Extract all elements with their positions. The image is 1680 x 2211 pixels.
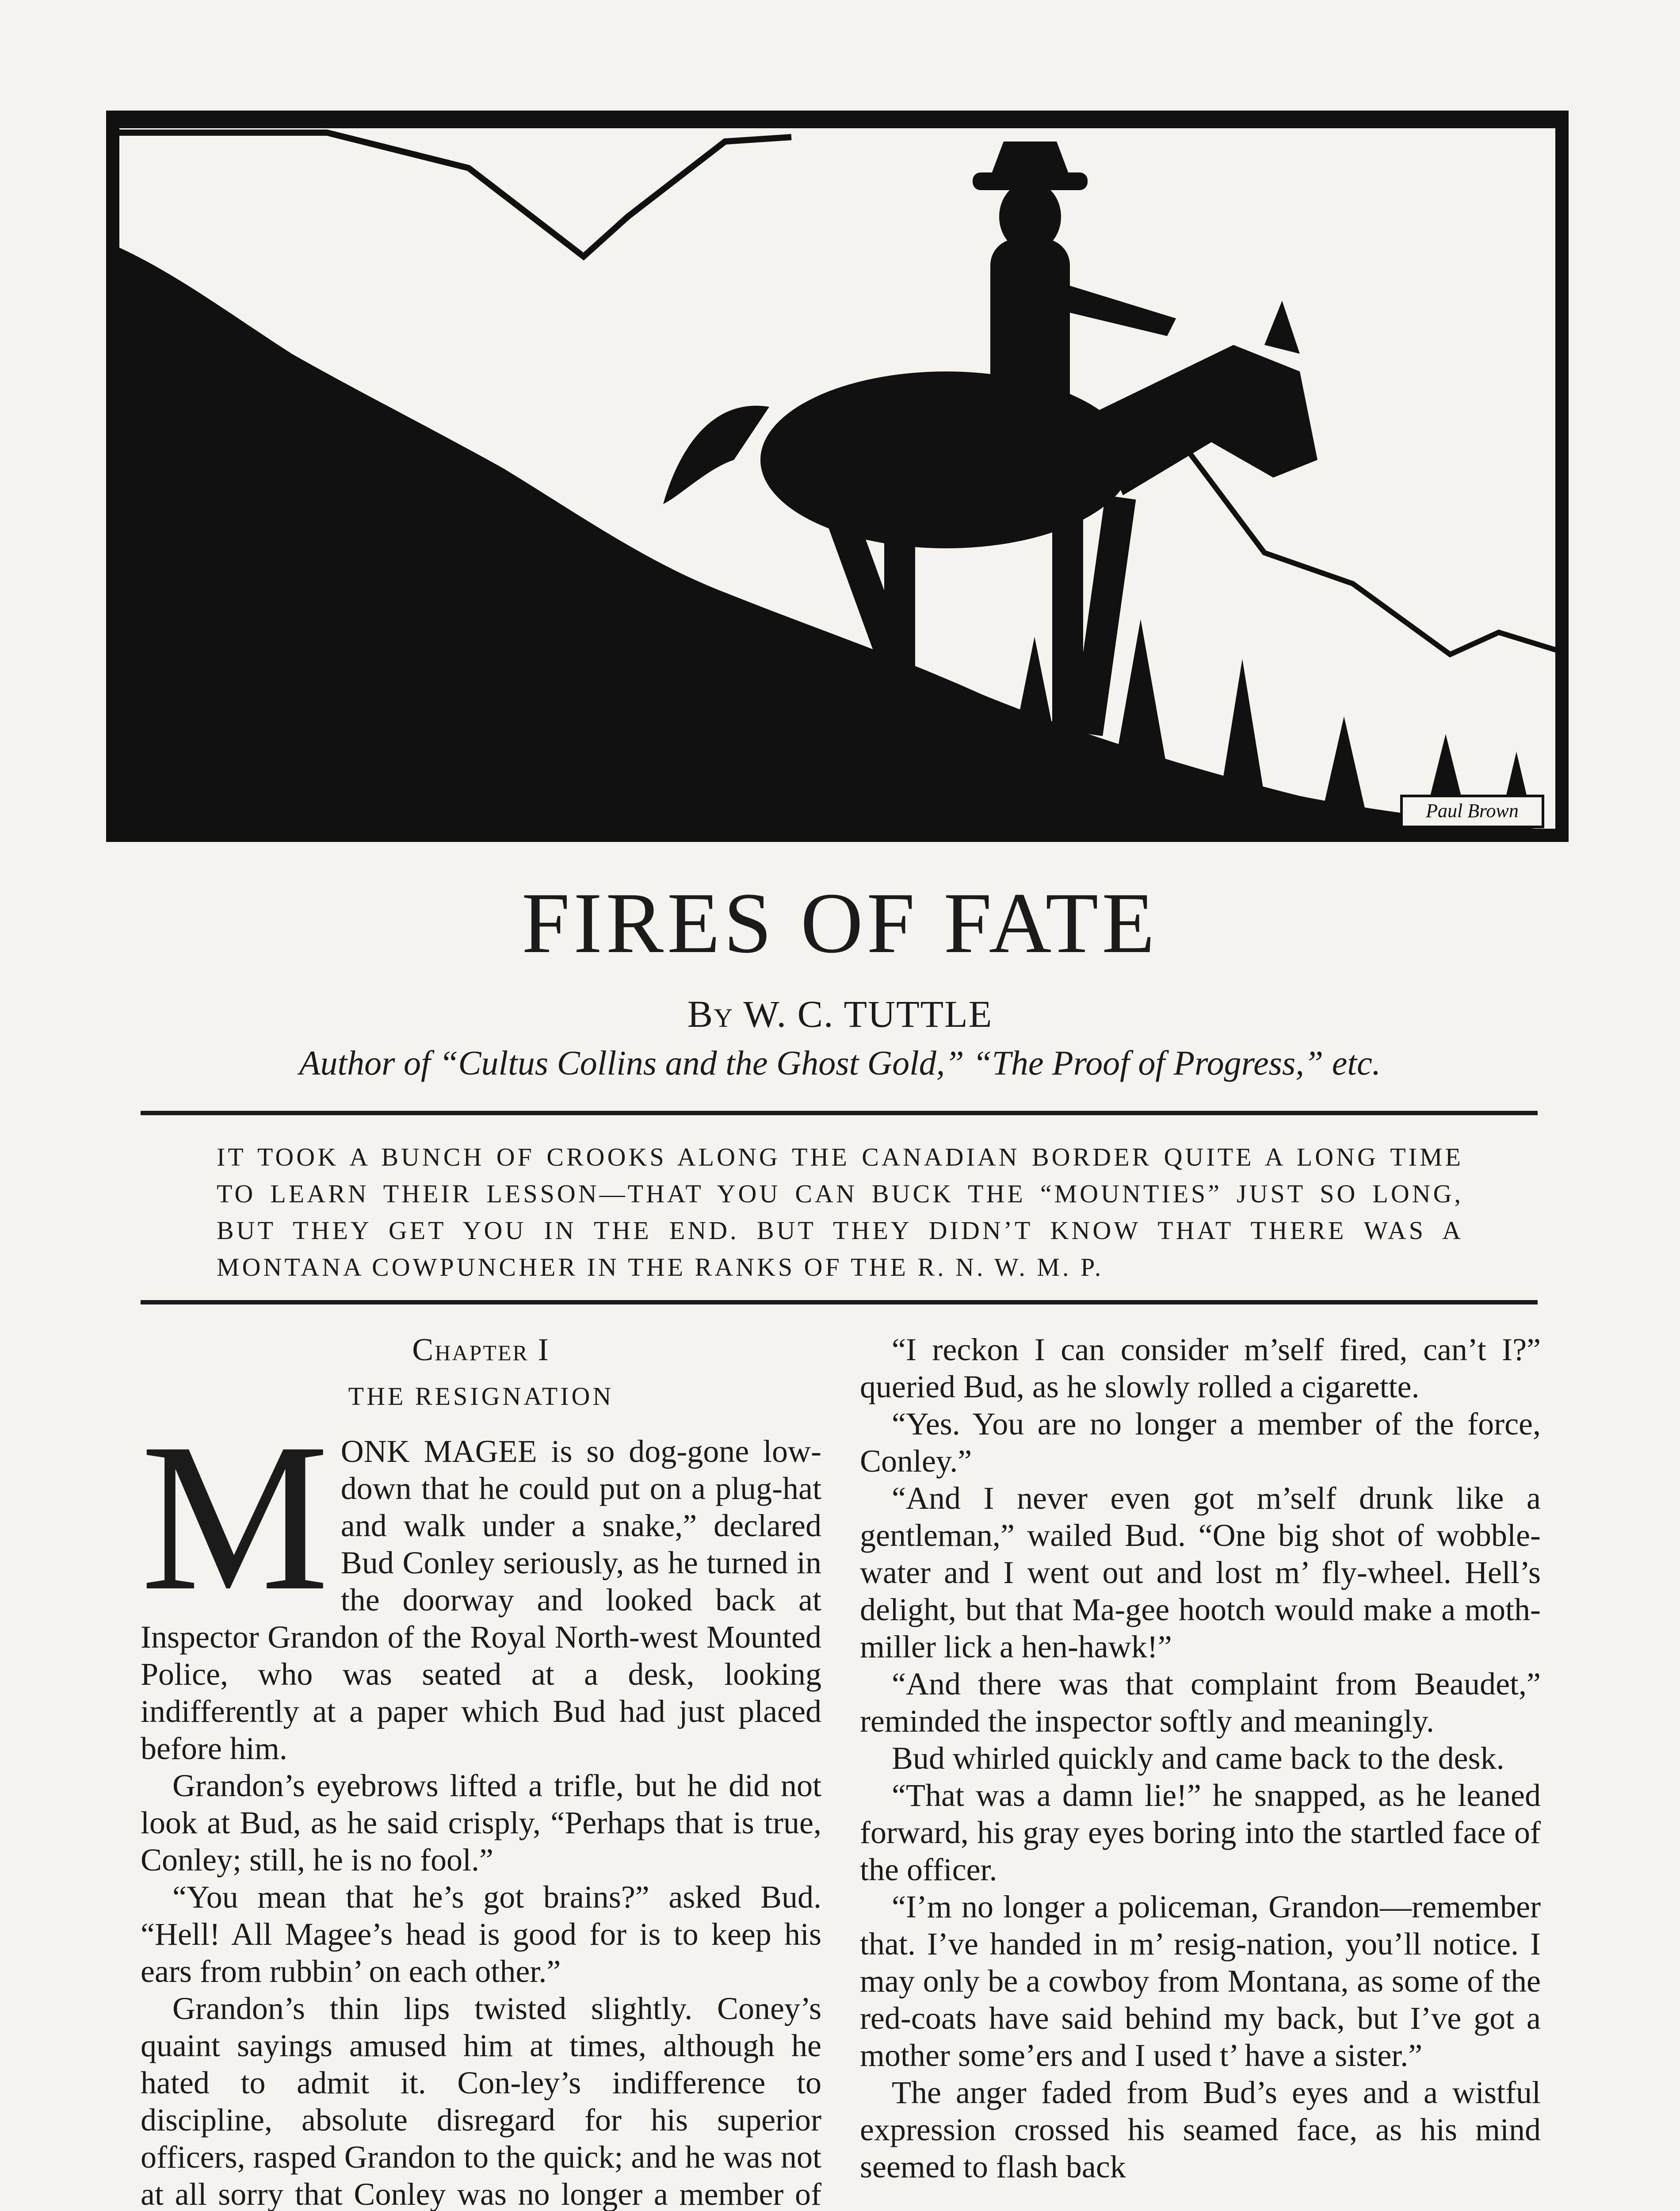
author-name: W. C. TUTTLE bbox=[743, 993, 993, 1035]
chapter-label: Chapter I bbox=[412, 1332, 550, 1367]
paragraph: Grandon’s thin lips twisted slightly. Coney’s quaint sayings amused him at times, although he hated to admit it. Con-ley’s indifference to discipline, absolute disregard for his superior officers, rasped Grandon to the quick; and he was not at all sorry that Conley was no longer a member of bbox=[141, 1991, 821, 2211]
paragraph: “I reckon I can consider m’self fired, can’t I?” queried Bud, as he slowly rolled a cigarette. bbox=[860, 1332, 1541, 1404]
left-text-column bbox=[141, 1331, 821, 2211]
paragraph: Grandon’s eyebrows lifted a trifle, but he did not look at Bud, as he said crisply, “Perhaps that is true, Conley; still, he is no fool.” bbox=[141, 1768, 821, 1878]
paragraph: “And there was that complaint from Beaudet,” reminded the inspector softly and meaningly. bbox=[860, 1666, 1541, 1739]
mountie-silhouette-illustration bbox=[106, 106, 1569, 842]
header-illustration bbox=[106, 106, 1569, 842]
paragraph: “You mean that he’s got brains?” asked Bud. “Hell! All Magee’s head is good for is to keep his ears from rubbin’ on each other.” bbox=[141, 1879, 821, 1989]
artist-signature: Paul Brown bbox=[1426, 800, 1519, 822]
drop-cap: M bbox=[141, 1399, 329, 1634]
blurb-bottom-rule bbox=[141, 1300, 1538, 1304]
author-credits: Author of “Cultus Collins and the Ghost Gold,” “The Proof of Progress,” etc. bbox=[299, 1044, 1381, 1082]
story-blurb: IT TOOK A BUNCH OF CROOKS ALONG THE CANADIAN BORDER QUITE A LONG TIME TO LEARN THEIR LESSON—THAT YOU CAN BUCK THE “MOUNTIES” JUST SO LONG, BUT THEY GET YOU IN THE END. BUT THEY DIDN’T KNOW THAT THERE WAS A MONTANA COWPUNCHER IN THE RANKS OF THE R. N. W. M. P. bbox=[217, 1143, 1463, 1281]
right-text-column bbox=[860, 1331, 1541, 2185]
chapter-subtitle: THE RESIGNATION bbox=[348, 1382, 614, 1411]
article-title: FIRES OF FATE bbox=[521, 875, 1158, 971]
paragraph: “I’m no longer a policeman, Grandon—remember that. I’ve handed in m’ resig-nation, you’ll notice. I may only be a cowboy from Montana, as some of the red-coats have said behind my back, but I’ve got a mother some’ers and I used t’ have a sister.” bbox=[860, 1889, 1541, 2073]
byline-prefix: By bbox=[687, 993, 734, 1035]
blurb-top-rule bbox=[141, 1111, 1538, 1115]
opening-paragraph bbox=[141, 1399, 821, 1767]
paragraph: Bud whirled quickly and came back to the desk. bbox=[892, 1740, 1504, 1776]
paragraph: “And I never even got m’self drunk like a gentleman,” wailed Bud. “One big shot of wobble-water and I went out and lost m’ fly-wheel. Hell’s delight, but that Ma-gee hootch would make a moth-miller lick a hen-hawk!” bbox=[860, 1480, 1541, 1664]
opening-text: ONK MAGEE is so dog-gone low-down that he could put on a plug-hat and walk under a snake,” declared Bud Conley seriously, as he turned in the doorway and looked back at Inspector Grandon of the Royal North-west Mounted Police, who was seated at a desk, looking indifferently at a paper which Bud had just placed before him. bbox=[141, 1434, 821, 1766]
byline bbox=[0, 995, 1680, 1033]
paragraph: “Yes. You are no longer a member of the force, Conley.” bbox=[860, 1406, 1541, 1479]
paragraph: The anger faded from Bud’s eyes and a wistful expression crossed his seamed face, as his mind seemed to flash back bbox=[860, 2075, 1541, 2184]
paragraph: “That was a damn lie!” he snapped, as he leaned forward, his gray eyes boring into the startled face of the officer. bbox=[860, 1778, 1541, 1887]
